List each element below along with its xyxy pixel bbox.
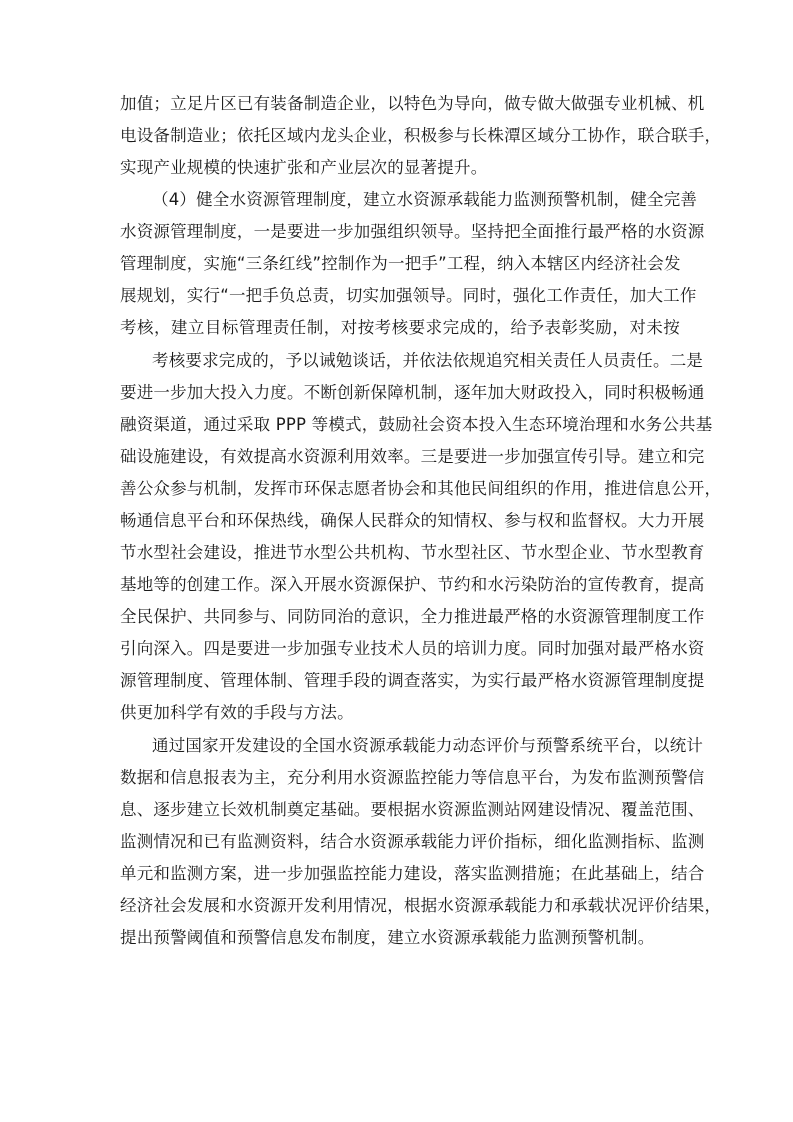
paragraph-2-line-1: （4）健全水资源管理制度，建立水资源承载能力监测预警机制，健全完善 xyxy=(152,190,698,209)
paragraph-3-line-11: 源管理制度、管理体制、管理手段的调查落实，为实行最严格水资源管理制度提 xyxy=(120,671,705,690)
paragraph-3-line-5: 善公众参与机制，发挥市环保志愿者协会和其他民间组织的作用，推进信息公开， xyxy=(120,479,722,498)
paragraph-4-line-4: 监测情况和已有监测资料，结合水资源承载能力评价指标，细化监测指标、监测 xyxy=(120,832,705,851)
paragraph-1-line-3: 实现产业规模的快速扩张和产业层次的显著提升。 xyxy=(120,158,488,177)
paragraph-3-line-10: 引向深入。四是要进一步加强专业技术人员的培训力度。同时加强对最严格水资 xyxy=(120,639,705,658)
paragraph-1-line-2: 电设备制造业；依托区域内龙头企业，积极参与长株潭区域分工协作，联合联手， xyxy=(120,126,722,145)
paragraph-3-line-4: 础设施建设，有效提高水资源利用效率。三是要进一步加强宣传引导。建立和完 xyxy=(120,447,705,466)
paragraph-4-line-5: 单元和监测方案，进一步加强监控能力建设，落实监测措施；在此基础上，结合 xyxy=(120,864,705,883)
paragraph-4-line-2: 数据和信息报表为主，充分利用水资源监控能力等信息平台，为发布监测预警信 xyxy=(120,768,705,787)
paragraph-3-line-12: 供更加科学有效的手段与方法。 xyxy=(120,703,354,722)
paragraph-4-line-3: 息、逐步建立长效机制奠定基础。要根据水资源监测站网建设情况、覆盖范围、 xyxy=(120,800,705,819)
paragraph-3-line-1: 考核要求完成的，予以诫勉谈话，并依法依规追究相关责任人员责任。二是 xyxy=(152,351,704,370)
paragraph-2-line-4: 展规划，实行“一把手负总责，切实加强领导。同时，强化工作责任，加大工作 xyxy=(120,286,697,305)
paragraph-3-line-9: 全民保护、共同参与、同防同治的意识，全力推进最严格的水资源管理制度工作 xyxy=(120,607,705,626)
paragraph-3-line-7: 节水型社会建设，推进节水型公共机构、节水型社区、节水型企业、节水型教育 xyxy=(120,543,705,562)
paragraph-4-line-1: 通过国家开发建设的全国水资源承载能力动态评价与预警系统平台，以统计 xyxy=(152,736,704,755)
paragraph-3-line-6: 畅通信息平台和环保热线，确保人民群众的知情权、参与权和监督权。大力开展 xyxy=(120,511,705,530)
paragraph-3-line-8: 基地等的创建工作。深入开展水资源保护、节约和水污染防治的宣传教育，提高 xyxy=(120,575,705,594)
paragraph-1-line-1: 加值；立足片区已有装备制造企业，以特色为导向，做专做大做强专业机械、机 xyxy=(120,94,705,113)
paragraph-4-line-6: 经济社会发展和水资源开发利用情况，根据水资源承载能力和承载状况评价结果， xyxy=(120,896,722,915)
paragraph-2-line-5: 考核，建立目标管理责任制，对按考核要求完成的，给予表彰奖励，对未按 xyxy=(120,318,680,337)
paragraph-2-line-3: 管理制度，实施“三条红线”控制作为一把手”工程，纳入本辖区内经济社会发 xyxy=(120,254,681,273)
paragraph-3-line-2: 要进一步加大投入力度。不断创新保障机制，逐年加大财政投入，同时积极畅通 xyxy=(120,383,705,402)
paragraph-3-line-3: 融资渠道，通过采取 PPP 等模式，鼓励社会资本投入生态环境治理和水务公共基 xyxy=(120,415,713,434)
paragraph-4-line-7: 提出预警阈值和预警信息发布制度，建立水资源承载能力监测预警机制。 xyxy=(120,928,655,947)
paragraph-2-line-2: 水资源管理制度，一是要进一步加强组织领导。坚持把全面推行最严格的水资源 xyxy=(120,222,705,241)
